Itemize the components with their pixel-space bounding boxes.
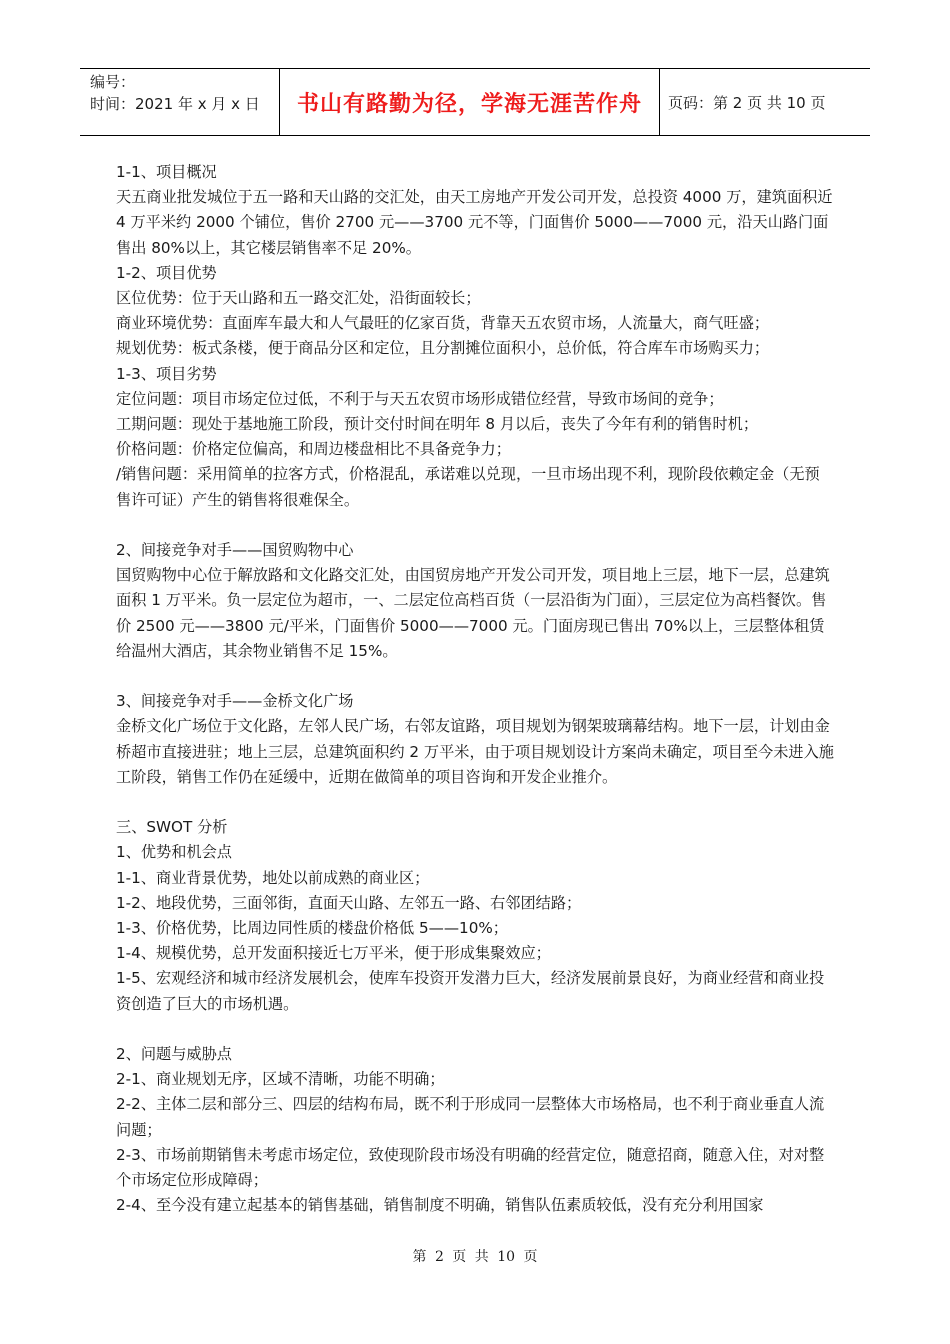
- list-item: 1-4、规模优势，总开发面积接近七万平米，便于形成集聚效应；: [116, 944, 551, 963]
- paragraph: 金桥文化广场位于文化路，左邻人民广场，右邻友谊路，项目规划为钢架玻璃幕结构。地下一层，计划由金桥超市直接进驻；地上三层，总建筑面积约 2 万平米，由于项目规划设计方案尚未确定，项目至今未进入施工阶段，销售工作仍在延缓中，近期在做简单的项目咨询和开发企业推介。: [116, 717, 834, 786]
- paragraph: 规划优势：板式条楼，便于商品分区和定位，且分割摊位面积小，总价低，符合库车市场购买力；: [116, 339, 770, 358]
- list-item: 2-3、市场前期销售未考虑市场定位，致使现阶段市场没有明确的经营定位，随意招商，随意入住，对对整个市场定位形成障碍；: [116, 1145, 825, 1190]
- paragraph: 商业环境优势：直面库车最大和人气最旺的亿家百货，背靠天五农贸市场，人流量大，商气旺盛；: [116, 314, 770, 333]
- list-item: 1-5、宏观经济和城市经济发展机会，使库车投资开发潜力巨大，经济发展前景良好，为商业经营和商业投资创造了巨大的市场机遇。: [116, 969, 825, 1013]
- paragraph: 区位优势：位于天山路和五一路交汇处，沿街面较长；: [116, 289, 481, 308]
- section-heading: 1-3、项目劣势: [116, 364, 217, 383]
- section-heading: 1-1、项目概况: [116, 163, 217, 181]
- spacer: [116, 790, 834, 815]
- header-page-code: 页码：第 2 页 共 10 页: [668, 93, 826, 112]
- spacer: [116, 664, 834, 689]
- paragraph: 工期问题：现处于基地施工阶段，预计交付时间在明年 8 月以后，丧失了今年有利的销售时机；: [116, 415, 759, 434]
- section-heading: 2、间接竞争对手——国贸购物中心: [116, 541, 354, 560]
- section-heading: 3、间接竞争对手——金桥文化广场: [116, 692, 354, 711]
- paragraph: 定位问题：项目市场定位过低，不利于与天五农贸市场形成错位经营，导致市场间的竞争；: [116, 389, 724, 408]
- page-footer: 第 2 页 共 10 页: [412, 1249, 538, 1265]
- page-header: [80, 68, 870, 136]
- section-heading: 三、SWOT 分析: [116, 818, 228, 837]
- paragraph: 天五商业批发城位于五一路和天山路的交汇处，由天工房地产开发公司开发，总投资 4000 万，建筑面积近 4 万平米约 2000 个铺位，售价 2700 元——3700 元不等，门面售价 5000——7000 元，沿天山路门面售出 80%以上，其它楼层销售率不足 20%。: [116, 188, 833, 257]
- list-item: 1-3、价格优势，比周边同性质的楼盘价格低 5——10%；: [116, 919, 508, 938]
- header-meta: [80, 69, 280, 135]
- document-number-label: 编号：: [90, 73, 136, 91]
- list-item: 2-1、商业规划无序，区域不清晰，功能不明确；: [116, 1070, 445, 1089]
- paragraph: /销售问题：采用简单的拉客方式，价格混乱，承诺难以兑现，一旦市场出现不利，现阶段依赖定金（无预售许可证）产生的销售将很难保全。: [116, 465, 820, 509]
- paragraph: 国贸购物中心位于解放路和文化路交汇处，由国贸房地产开发公司开发，项目地上三层，地下一层，总建筑面积 1 万平米。负一层定位为超市，一、二层定位高档百货（一层沿街为门面），三层定位为高档餐饮。售价 2500 元——3800 元/平米，门面售价 5000——7000 元。门面房现已售出 70%以上，三层整体租赁给温州大酒店，其余物业销售不足 15%。: [116, 566, 830, 660]
- section-heading: 1-2、项目优势: [116, 263, 217, 282]
- list-item: 1-1、商业背景优势，地处以前成熟的商业区；: [116, 868, 430, 887]
- list-item: 1-2、地段优势，三面邻街，直面天山路、左邻五一路、右邻团结路；: [116, 893, 582, 912]
- document-body: [116, 160, 834, 1218]
- document-time-label: 时间：2021 年 x 月 x 日: [90, 95, 260, 113]
- list-item: 2-4、至今没有建立起基本的销售基础，销售制度不明确，销售队伍素质较低，没有充分利用国家: [116, 1196, 764, 1215]
- spacer: [116, 1017, 834, 1042]
- section-heading: 2、问题与威胁点: [116, 1045, 232, 1064]
- spacer: [116, 513, 834, 538]
- header-motto: 书山有路勤为径，学海无涯苦作舟: [280, 69, 660, 135]
- paragraph: 价格问题：价格定位偏高，和周边楼盘相比不具备竞争力；: [116, 440, 511, 459]
- list-item: 2-2、主体二层和部分三、四层的结构布局，既不利于形成同一层整体大市场格局，也不利于商业垂直人流问题；: [116, 1095, 825, 1139]
- section-heading: 1、优势和机会点: [116, 843, 232, 862]
